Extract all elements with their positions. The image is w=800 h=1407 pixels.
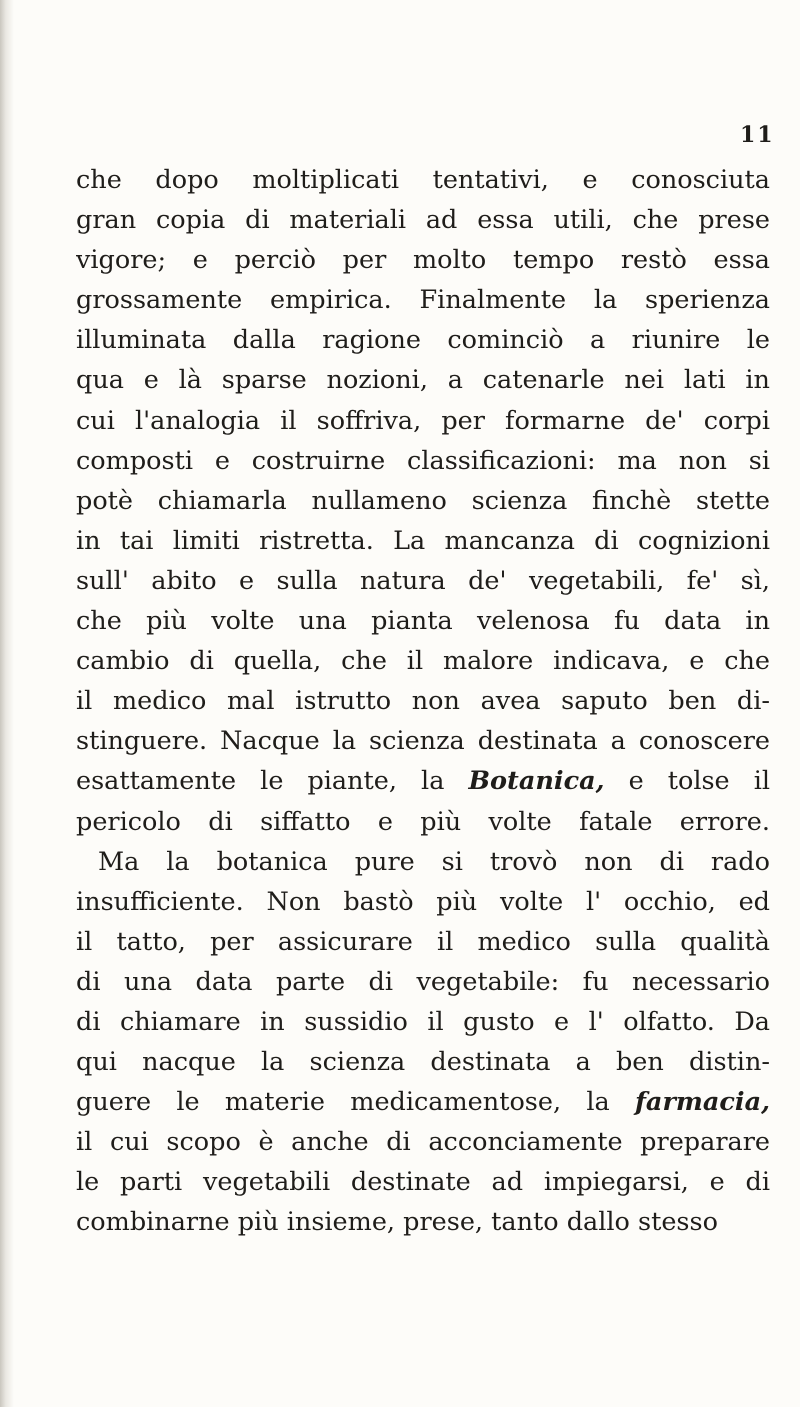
text-line-10: in tai limiti ristretta. La mancanza di cognizioni — [76, 525, 770, 556]
text-line-5: illuminata dalla ragione cominciò a riunire le — [76, 325, 770, 356]
text-line-13: cambio di quella, che il malore indicava, e che — [76, 646, 770, 677]
spine-shadow — [0, 0, 14, 1407]
text-line-2: gran copia di materiali ad essa utili, che prese — [76, 205, 770, 236]
text-line-12: che più volte una pianta velenosa fu data in — [76, 606, 770, 637]
farmacia-term: farmacia, — [634, 1087, 770, 1118]
text-line-1: che dopo moltiplicati tentativi, e conosciuta — [76, 165, 770, 195]
text-line-9: potè chiamarla nullameno scienza finchè stette — [76, 485, 770, 516]
text-line-14: il medico mal istrutto non avea saputo ben di- — [76, 686, 770, 717]
text-line-21: di una data parte di vegetabile: fu necessario — [76, 966, 770, 997]
text-line-3: vigore; e perciò per molto tempo restò essa — [76, 245, 770, 276]
text-line-20: il tatto, per assicurare il medico sulla qualità — [76, 926, 770, 957]
text-line-19: insufficiente. Non bastò più volte l' occhio, ed — [76, 886, 770, 917]
text-line-18: Ma la botanica pure si trovò non di rado — [98, 846, 770, 877]
text-line-8: composti e costruirne classificazioni: ma non si — [76, 445, 770, 476]
text-line-17: pericolo di siffatto e più volte fatale errore. — [76, 806, 770, 837]
body-text — [76, 160, 770, 1243]
text-line-22: di chiamare in sussidio il gusto e l' olfatto. Da — [76, 1006, 770, 1037]
text-line-11: sull' abito e sulla natura de' vegetabili, fe' sì, — [76, 565, 770, 596]
text-line-27: combinarne più insieme, prese, tanto dallo stesso — [76, 1207, 718, 1238]
botanica-term: Botanica, — [468, 766, 605, 797]
text-line-24-start: guere le materie medicamentose, la — [76, 1087, 610, 1118]
page-number: 11 — [740, 122, 775, 148]
text-line-24 — [76, 1082, 770, 1122]
text-line-26: le parti vegetabili destinate ad impiegarsi, e di — [76, 1167, 770, 1198]
text-line-7: cui l'analogia il soffriva, per formarne de' corpi — [76, 405, 770, 436]
text-line-15: stinguere. Nacque la scienza destinata a conoscere — [76, 726, 770, 757]
text-line-23: qui nacque la scienza destinata a ben distin- — [76, 1047, 770, 1078]
text-line-16 — [76, 761, 770, 801]
text-line-4: grossamente empirica. Finalmente la sperienza — [76, 285, 770, 316]
text-line-16-start: esattamente le piante, la — [76, 766, 445, 797]
text-line-25: il cui scopo è anche di acconciamente preparare — [76, 1127, 770, 1158]
text-line-6: qua e là sparse nozioni, a catenarle nei lati in — [76, 365, 770, 396]
text-line-16-end: e tolse il — [628, 766, 770, 797]
